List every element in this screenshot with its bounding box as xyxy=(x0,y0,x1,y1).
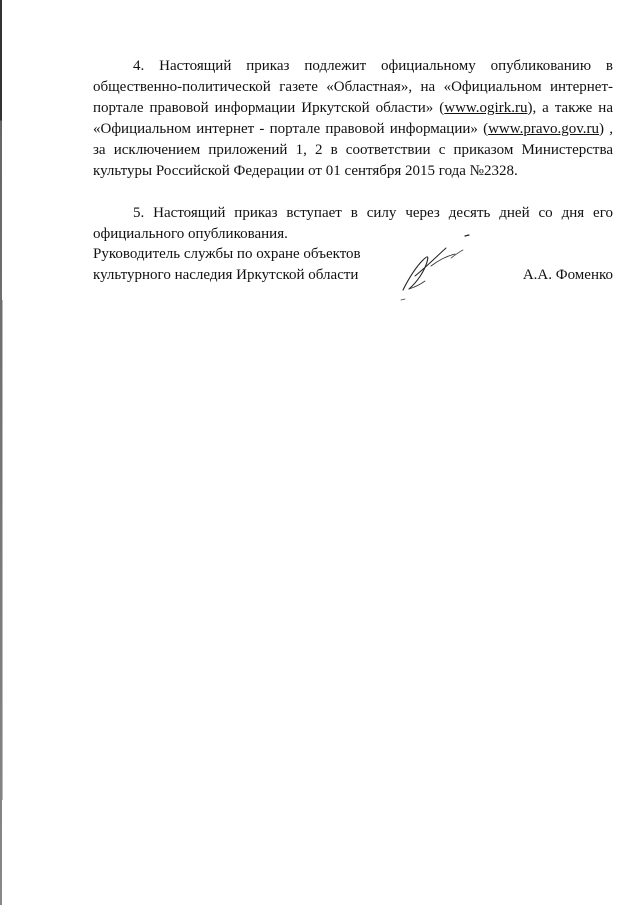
paragraph-5-text: Настоящий приказ вступает в силу через десять дней со дня его официального опубликования. xyxy=(93,205,613,242)
signatory-title-line-2: культурного наследия Иркутской области xyxy=(93,267,359,283)
paragraph-4-text-2: ), а также на «Официальном интернет - портале правовой информации» ( xyxy=(93,100,613,137)
paragraph-4-text-3: ) , за исключением приложений 1, 2 в соответствии с приказом Министерства культуры Российской Федерации от 01 сентября 2015 года №2328. xyxy=(93,121,613,179)
signatory-name: А.А. Фоменко xyxy=(522,267,613,283)
handwritten-signature xyxy=(391,232,481,312)
paragraph-4-number: 4. xyxy=(133,58,145,74)
signatory-title-line-1: Руководитель службы по охране объектов xyxy=(93,246,361,262)
signatory-title xyxy=(93,244,393,286)
signature-block xyxy=(93,244,613,314)
ogirk-link[interactable]: www.ogirk.ru xyxy=(444,100,528,116)
paragraph-5-number: 5. xyxy=(133,205,145,221)
document-body xyxy=(93,56,613,245)
scan-border-left-shadow xyxy=(2,300,3,800)
paragraph-4-text-1: Настоящий приказ подлежит официальному опубликованию в общественно-политической газете «Областная», на «Официальном интернет-портале правовой информации Иркутской области» ( xyxy=(93,58,613,116)
paragraph-5 xyxy=(93,203,613,245)
paragraph-4 xyxy=(93,56,613,182)
pravo-link[interactable]: www.pravo.gov.ru xyxy=(488,121,600,137)
